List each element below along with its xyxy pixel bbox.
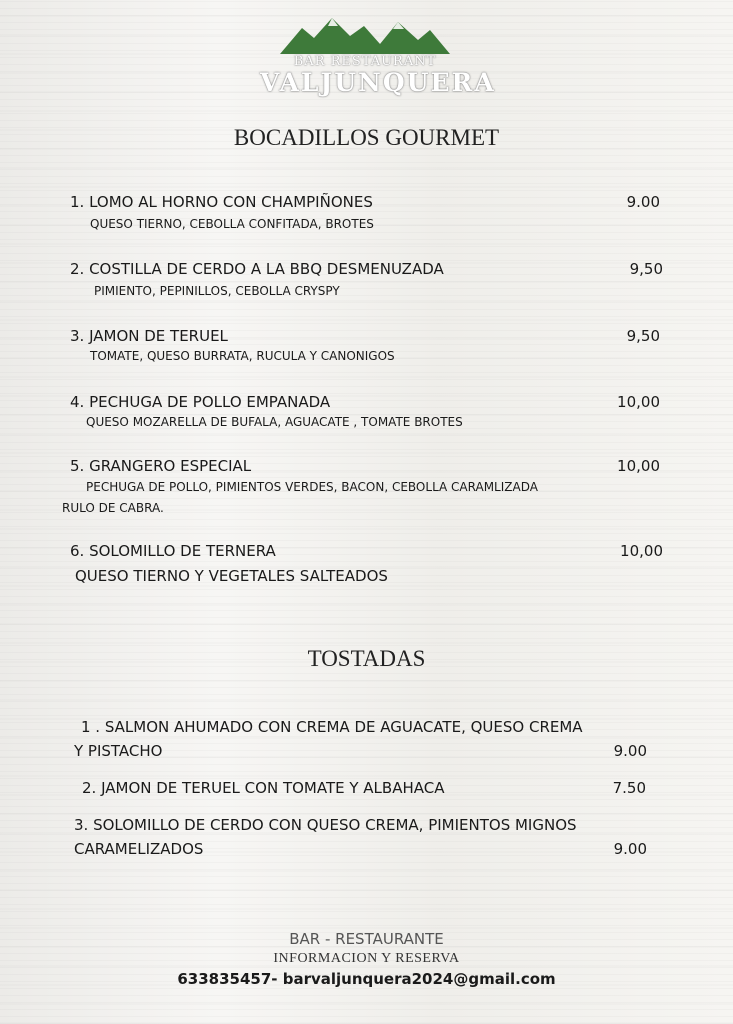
bocadillo-price: 10,00 <box>620 542 663 560</box>
section-title-bocadillos: BOCADILLOS GOURMET <box>233 125 500 150</box>
tostada-price: 9.00 <box>613 840 647 858</box>
mountains-icon <box>280 14 450 54</box>
bocadillo-price: 9.00 <box>626 193 660 211</box>
restaurant-logo <box>260 14 496 97</box>
bocadillo-price: 10,00 <box>617 457 660 475</box>
logo-title: VALJUNQUERA <box>260 68 496 97</box>
bocadillo-desc: TOMATE, QUESO BURRATA, RUCULA Y CANONIGOS <box>90 349 395 363</box>
bocadillo-desc: QUESO TIERNO Y VEGETALES SALTEADOS <box>75 567 388 585</box>
bocadillo-desc: PECHUGA DE POLLO, PIMIENTOS VERDES, BACON, CEBOLLA CARAMLIZADA <box>86 480 538 494</box>
logo-subtitle: BAR RESTAURANT <box>293 54 437 69</box>
bocadillo-desc: QUESO MOZARELLA DE BUFALA, AGUACATE , TOMATE BROTES <box>86 415 463 429</box>
bocadillo-desc: PIMIENTO, PEPINILLOS, CEBOLLA CRYSPY <box>94 284 340 298</box>
tostada-name-continued: CARAMELIZADOS <box>74 840 204 858</box>
tostada-name: 2. JAMON DE TERUEL CON TOMATE Y ALBAHACA <box>82 779 445 797</box>
bocadillo-name: 4. PECHUGA DE POLLO EMPANADA <box>70 393 331 411</box>
section-title-tostadas: TOSTADAS <box>307 646 426 671</box>
bocadillo-name: 1. LOMO AL HORNO CON CHAMPIÑONES <box>70 193 373 211</box>
bocadillo-name: 3. JAMON DE TERUEL <box>70 327 228 345</box>
tostada-name: 3. SOLOMILLO DE CERDO CON QUESO CREMA, PIMIENTOS MIGNOS <box>74 816 577 834</box>
bocadillo-price: 10,00 <box>617 393 660 411</box>
bocadillo-name: 5. GRANGERO ESPECIAL <box>70 457 252 475</box>
bocadillo-name: 6. SOLOMILLO DE TERNERA <box>70 542 276 560</box>
bocadillo-price: 9,50 <box>626 327 660 345</box>
bocadillo-desc-continued: RULO DE CABRA. <box>62 501 164 515</box>
footer-info-label: INFORMACION Y RESERVA <box>273 951 460 966</box>
tostada-name-continued: Y PISTACHO <box>74 742 163 760</box>
bocadillo-desc: QUESO TIERNO, CEBOLLA CONFITADA, BROTES <box>90 217 374 231</box>
tostada-name: 1 . SALMON AHUMADO CON CREMA DE AGUACATE, QUESO CREMA <box>81 718 583 736</box>
tostada-price: 9.00 <box>613 742 647 760</box>
bocadillo-name: 2. COSTILLA DE CERDO A LA BBQ DESMENUZADA <box>70 260 444 278</box>
tostada-price: 7.50 <box>612 779 646 797</box>
footer-contact[interactable]: 633835457- barvaljunquera2024@gmail.com <box>177 970 556 988</box>
bocadillo-price: 9,50 <box>629 260 663 278</box>
footer-business-type: BAR - RESTAURANTE <box>289 930 444 948</box>
